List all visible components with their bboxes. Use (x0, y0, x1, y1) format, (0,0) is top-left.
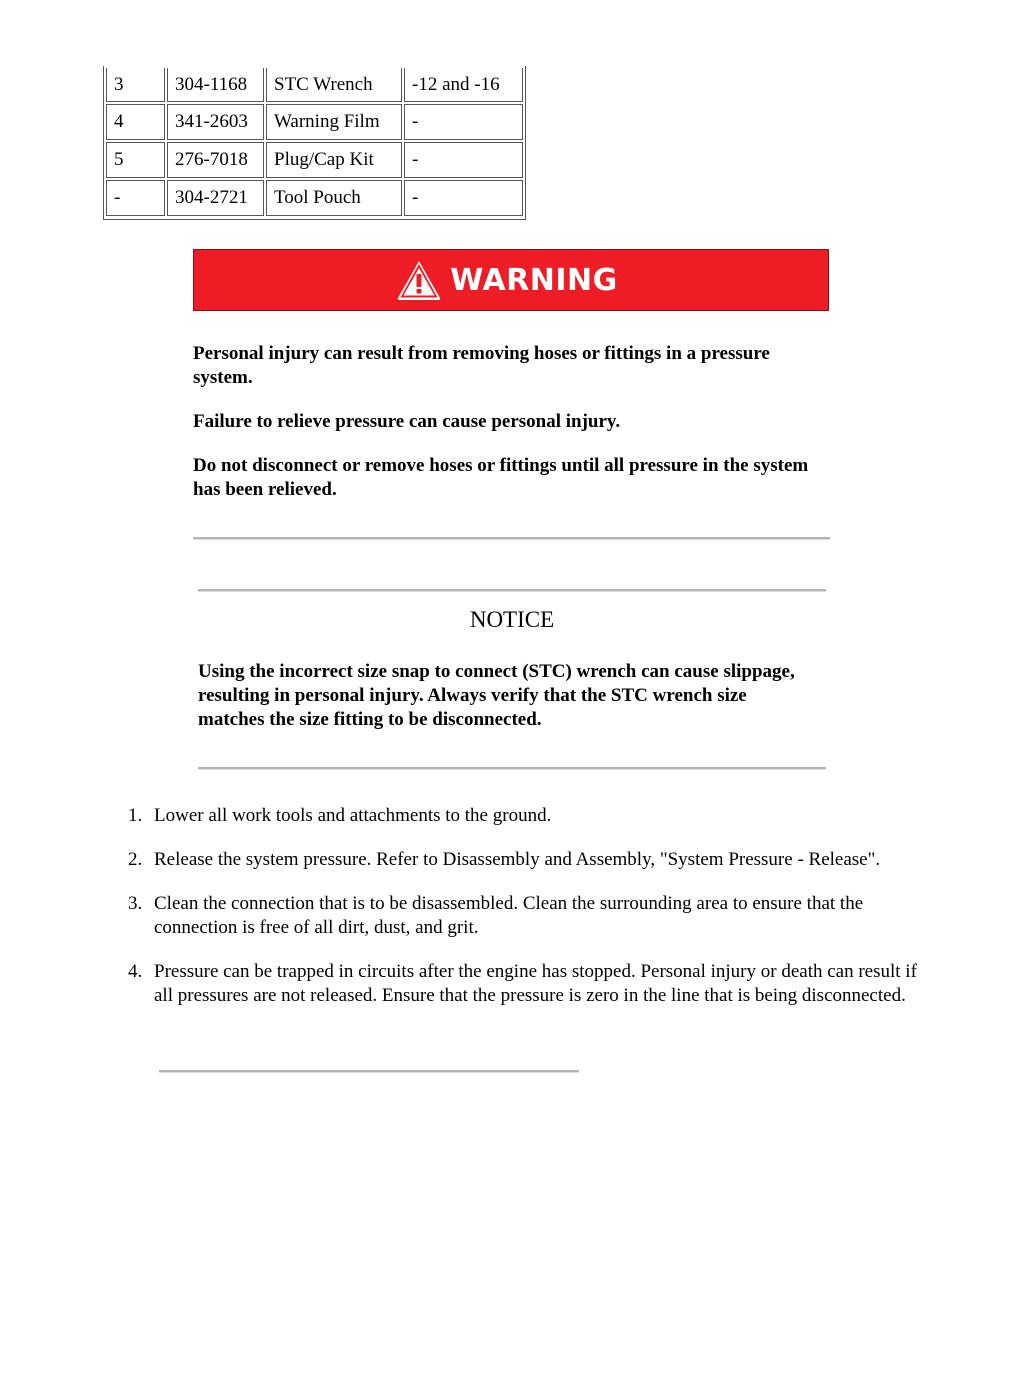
table-cell-description: STC Wrench (266, 68, 402, 102)
step-number: 4. (128, 961, 143, 982)
table-cell-description: Warning Film (266, 104, 402, 140)
parts-table (103, 66, 526, 220)
divider (198, 589, 826, 592)
table-cell-item: - (106, 180, 165, 216)
warning-triangle-icon (396, 259, 442, 301)
step-number: 3. (128, 893, 143, 914)
step-text: Pressure can be trapped in circuits after the engine has stopped. Personal injury or death can result if all pressures are not released. Ensure that the pressure is zero in the line that is being disconnected. (154, 961, 917, 1006)
procedure-steps (125, 804, 925, 1028)
step-number: 2. (128, 849, 143, 870)
step-number: 1. (128, 805, 143, 826)
table-cell-item: 4 (106, 104, 165, 140)
step-text: Lower all work tools and attachments to the ground. (154, 805, 552, 826)
table-row (106, 180, 523, 216)
notice-title: NOTICE (469, 607, 555, 632)
warning-text: Do not disconnect or remove hoses or fittings until all pressure in the system has been relieved. (193, 455, 809, 500)
divider (159, 1070, 579, 1073)
list-item (125, 892, 925, 940)
table-cell-part-number: 304-1168 (167, 68, 264, 102)
list-item (125, 804, 925, 828)
warning-label: WARNING (450, 262, 618, 298)
table-cell-size: -12 and -16 (404, 68, 523, 102)
table-cell-description: Plug/Cap Kit (266, 142, 402, 178)
divider (193, 537, 830, 540)
table-cell-part-number: 304-2721 (167, 180, 264, 216)
table-cell-part-number: 276-7018 (167, 142, 264, 178)
warning-text: Personal injury can result from removing hoses or fittings in a pressure system. (193, 343, 770, 388)
table-cell-description: Tool Pouch (266, 180, 402, 216)
list-item (125, 960, 925, 1008)
warning-text: Failure to relieve pressure can cause personal injury. (193, 411, 621, 432)
list-item (125, 848, 925, 872)
table-cell-part-number: 341-2603 (167, 104, 264, 140)
table-cell-size: - (404, 142, 523, 178)
table-row (106, 104, 523, 140)
table-row (106, 142, 523, 178)
step-text: Clean the connection that is to be disassembled. Clean the surrounding area to ensure that the connection is free of all dirt, dust, and grit. (154, 893, 864, 938)
table-row (106, 68, 523, 102)
warning-banner (193, 249, 829, 311)
table-cell-item: 3 (106, 68, 165, 102)
divider (198, 767, 826, 770)
table-cell-size: - (404, 180, 523, 216)
table-cell-item: 5 (106, 142, 165, 178)
table-cell-size: - (404, 104, 523, 140)
step-text: Release the system pressure. Refer to Disassembly and Assembly, "System Pressure - Release". (154, 849, 881, 870)
notice-text: Using the incorrect size snap to connect (STC) wrench can cause slippage, resulting in personal injury. Always verify that the STC wrench size matches the size fitting to be disconnected. (198, 661, 795, 730)
